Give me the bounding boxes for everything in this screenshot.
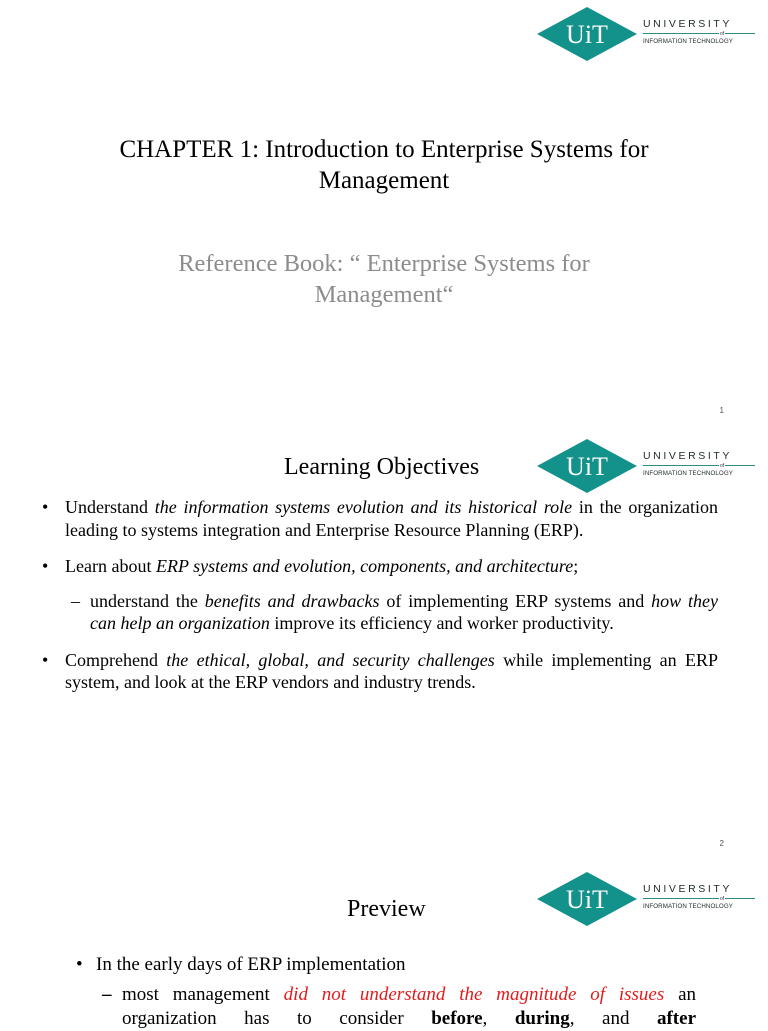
logo-it-text: INFORMATION TECHNOLOGY	[643, 38, 733, 45]
logo-mark: UiT	[566, 885, 608, 914]
logo-university-text: UNIVERSITY	[643, 450, 733, 462]
university-logo	[535, 5, 760, 65]
bullet-icon: •	[42, 556, 49, 576]
logo-of-text: of	[720, 463, 725, 469]
sub-item-text: most management did not understand the magnitude of issues an organization has to consider before, during, and after	[122, 984, 697, 1029]
sub-list-item: – understand the benefits and drawbacks of implementing ERP systems and how they can help an organization improve its efficiency and worker productivity.	[71, 590, 718, 633]
logo-it-text: INFORMATION TECHNOLOGY	[643, 903, 733, 910]
page-number: 2	[719, 839, 724, 848]
bullet-icon: •	[76, 954, 83, 975]
bullet-icon: •	[42, 497, 49, 517]
list-item: • Comprehend the ethical, global, and security challenges while implementing an ERP system, and look at the ERP vendors and industry trends.	[42, 649, 718, 692]
logo-of-text: of	[720, 896, 725, 902]
chapter-title	[84, 134, 684, 196]
logo-diamond-icon	[535, 5, 639, 63]
logo-university-text: UNIVERSITY	[643, 883, 733, 895]
objectives-list	[42, 496, 718, 694]
logo-divider	[643, 465, 755, 466]
list-item: • In the early days of ERP implementation	[76, 954, 406, 975]
dash-icon: –	[71, 590, 80, 611]
list-item: • Understand the information systems evolution and its historical role in the organization leading to systems integration and Enterprise Resource Planning (ERP).	[42, 497, 719, 540]
chapter-title-line-2: Management	[318, 167, 450, 194]
logo-it-text: INFORMATION TECHNOLOGY	[643, 470, 733, 477]
bullet-icon: •	[42, 649, 49, 670]
logo-diamond-icon	[535, 870, 639, 928]
list-item: • Learn about ERP systems and evolution, components, and architecture;	[42, 556, 579, 576]
slide-2	[0, 430, 768, 860]
reference-book-line-2: Management“	[314, 281, 454, 308]
logo-divider	[643, 33, 755, 34]
slide-3	[0, 860, 768, 1029]
page-number: 1	[719, 406, 724, 415]
logo-divider	[643, 898, 755, 899]
university-logo	[535, 437, 760, 497]
logo-diamond-icon	[535, 437, 639, 495]
reference-book	[134, 248, 634, 310]
dash-icon: –	[102, 984, 112, 1005]
logo-university-text: UNIVERSITY	[643, 18, 733, 30]
reference-book-line-1: Reference Book: “ Enterprise Systems for	[178, 250, 590, 277]
logo-mark: UiT	[566, 452, 608, 481]
logo-of-text: of	[720, 31, 725, 37]
slide-title: Learning Objectives	[284, 454, 480, 480]
slide-title: Preview	[347, 896, 426, 922]
university-logo	[535, 870, 760, 930]
slide-1	[0, 0, 768, 430]
chapter-title-line-1: CHAPTER 1: Introduction to Enterprise Systems for	[119, 136, 649, 163]
logo-mark: UiT	[566, 20, 608, 49]
